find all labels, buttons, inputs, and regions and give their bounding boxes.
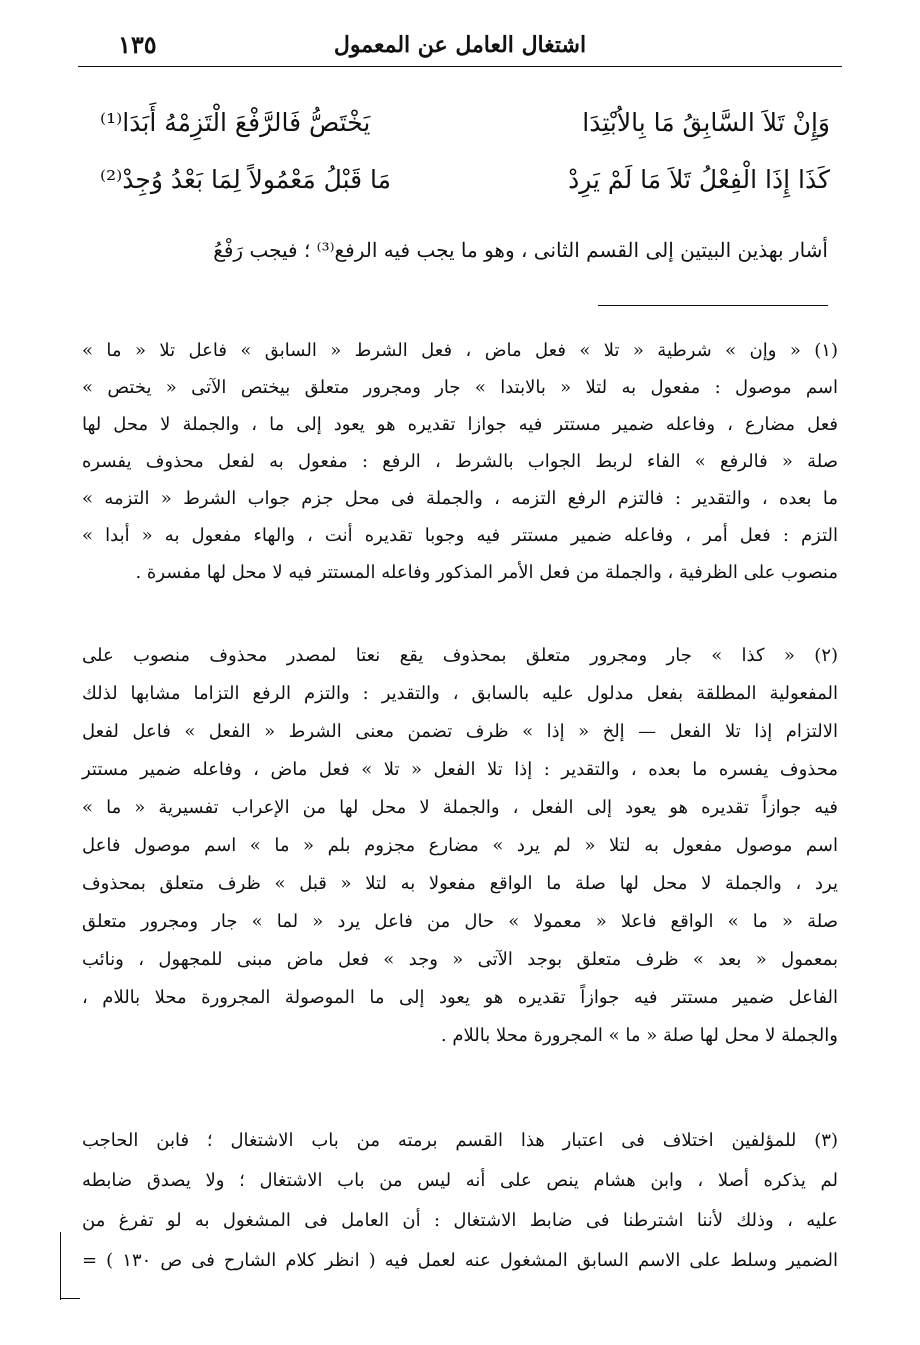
footnote-line: يرد ، والجملة لا محل لها صلة ما الواقع مفعولا به لتلا « قبل » ظرف متعلق بمحذوف [82, 873, 838, 894]
footnote-line: عليه ، وذلك لأننا اشترطنا فى ضابط الاشتغال : أن العامل فى المشغول به لو تفرغ من [82, 1210, 838, 1231]
footnote-line: الالتزام إذا تلا الفعل — إلخ « إذا » ظرف تضمن معنى الشرط « الفعل » فاعل لفعل [82, 721, 838, 742]
footnote-line: (١) « وإن » شرطية « تلا » فعل ماض ، فعل الشرط « السابق » فاعل تلا « ما » [82, 340, 838, 361]
footnote-line: منصوب على الظرفية ، والجملة من فعل الأمر المذكور وفاعله المستتر فيه لا محل لها مفسرة . [135, 562, 838, 583]
footnote-line: الفاعل ضمير مستتر فيه جوازاً تقديره هو يعود إلى ما الموصولة المجرورة محلا باللام ، [82, 987, 838, 1008]
page-header [78, 30, 842, 64]
verse-second-hemistich: مَا قَبْلُ مَعْمُولاً لِمَا بَعْدُ وُجِدْ⁽²⁾ [100, 165, 392, 194]
footnote-line: والجملة لا محل لها صلة « ما » المجرورة محلا باللام . [440, 1025, 838, 1046]
margin-rule-foot [60, 1298, 80, 1299]
running-title: اشتغال العامل عن المعمول [333, 32, 587, 58]
footnote-line: صلة « فالرفع » الفاء لربط الجواب بالشرط ، الرفع : مفعول به لفعل محذوف يفسره [82, 451, 838, 472]
footnote-line: اسم موصول : مفعول به لتلا « بالابتدا » جار ومجرور متعلق بيختص الآتى « يختص » [82, 377, 838, 398]
footnote-line: التزم : فعل أمر ، وفاعله ضمير مستتر فيه وجوبا تقديره أنت ، والهاء مفعول به « أبدا » [82, 525, 838, 546]
verse-first-hemistich: كَذَا إِذَا الْفِعْلُ تَلاَ مَا لَمْ يَرِدْ [568, 165, 830, 194]
footnote-line: لم يذكره أصلا ، وابن هشام ينص على أنه ليس من باب الاشتغال ؛ ولا يصدق ضابطه [82, 1170, 838, 1191]
footnote-line: ما بعده ، والتقدير : فالتزم الرفع التزمه ، والجملة فى محل جزم جواب الشرط « التزمه » [82, 488, 838, 509]
page-number: ١٣٥ [118, 30, 157, 59]
footnote-line: بمعمول « بعد » ظرف متعلق بوجد الآتى « وجد » فعل ماض مبنى للمجهول ، ونائب [82, 949, 838, 970]
commentary-line: أشار بهذين البيتين إلى القسم الثانى ، وهو ما يجب فيه الرفع⁽³⁾ ؛ فيجب رَفْعُ [213, 238, 828, 262]
verse-second-hemistich: يَخْتَصُّ فَالرَّفْعَ الْتَزِمْهُ أَبَدَا⁽¹⁾ [100, 108, 371, 137]
footnote-line: المفعولية المطلقة بفعل مدلول عليه بالسابق ، والتقدير : والتزم الرفع التزاما مشابها لذلك [82, 683, 838, 704]
margin-rule [60, 1232, 61, 1300]
footnote-line: صلة « ما » الواقع فاعلا « معمولا » حال من فاعل يرد « لما » جار ومجرور متعلق [82, 911, 838, 932]
footnote-line: محذوف يفسره ما بعده ، والتقدير : إذا تلا الفعل « تلا » فعل ماض ، وفاعله ضمير مستتر [82, 759, 838, 780]
footnote-line: (٢) « كذا » جار ومجرور متعلق بمحذوف يقع نعتا لمصدر محذوف منصوب على [82, 645, 839, 666]
footnote-line: (٣) للمؤلفين اختلاف فى اعتبار هذا القسم برمته من باب الاشتغال ؛ فابن الحاجب [82, 1130, 838, 1151]
footnote-separator [598, 305, 828, 306]
footnote-line: فعل مضارع ، وفاعله ضمير مستتر فيه جوازا تقديره هو يعود إلى ما ، والجملة لا محل لها [82, 414, 838, 435]
footnote-line: الضمير وسلط على الاسم السابق المشغول عنه لعمل فيه ( انظر كلام الشارح فى ص ١٣٠ ) = [82, 1250, 838, 1271]
footnote-line: فيه جوازاً تقديره هو يعود إلى الفعل ، والجملة لا محل لها من الإعراب تفسيرية « ما » [82, 797, 838, 818]
footnote-line: اسم موصول مفعول به لتلا « لم يرد » مضارع مجزوم بلم « ما » اسم موصول فاعل [82, 835, 838, 856]
header-rule [78, 66, 842, 67]
verse-first-hemistich: وَإِنْ تَلاَ السَّابِقُ مَا بِالاُبْتِدَا [582, 108, 830, 137]
